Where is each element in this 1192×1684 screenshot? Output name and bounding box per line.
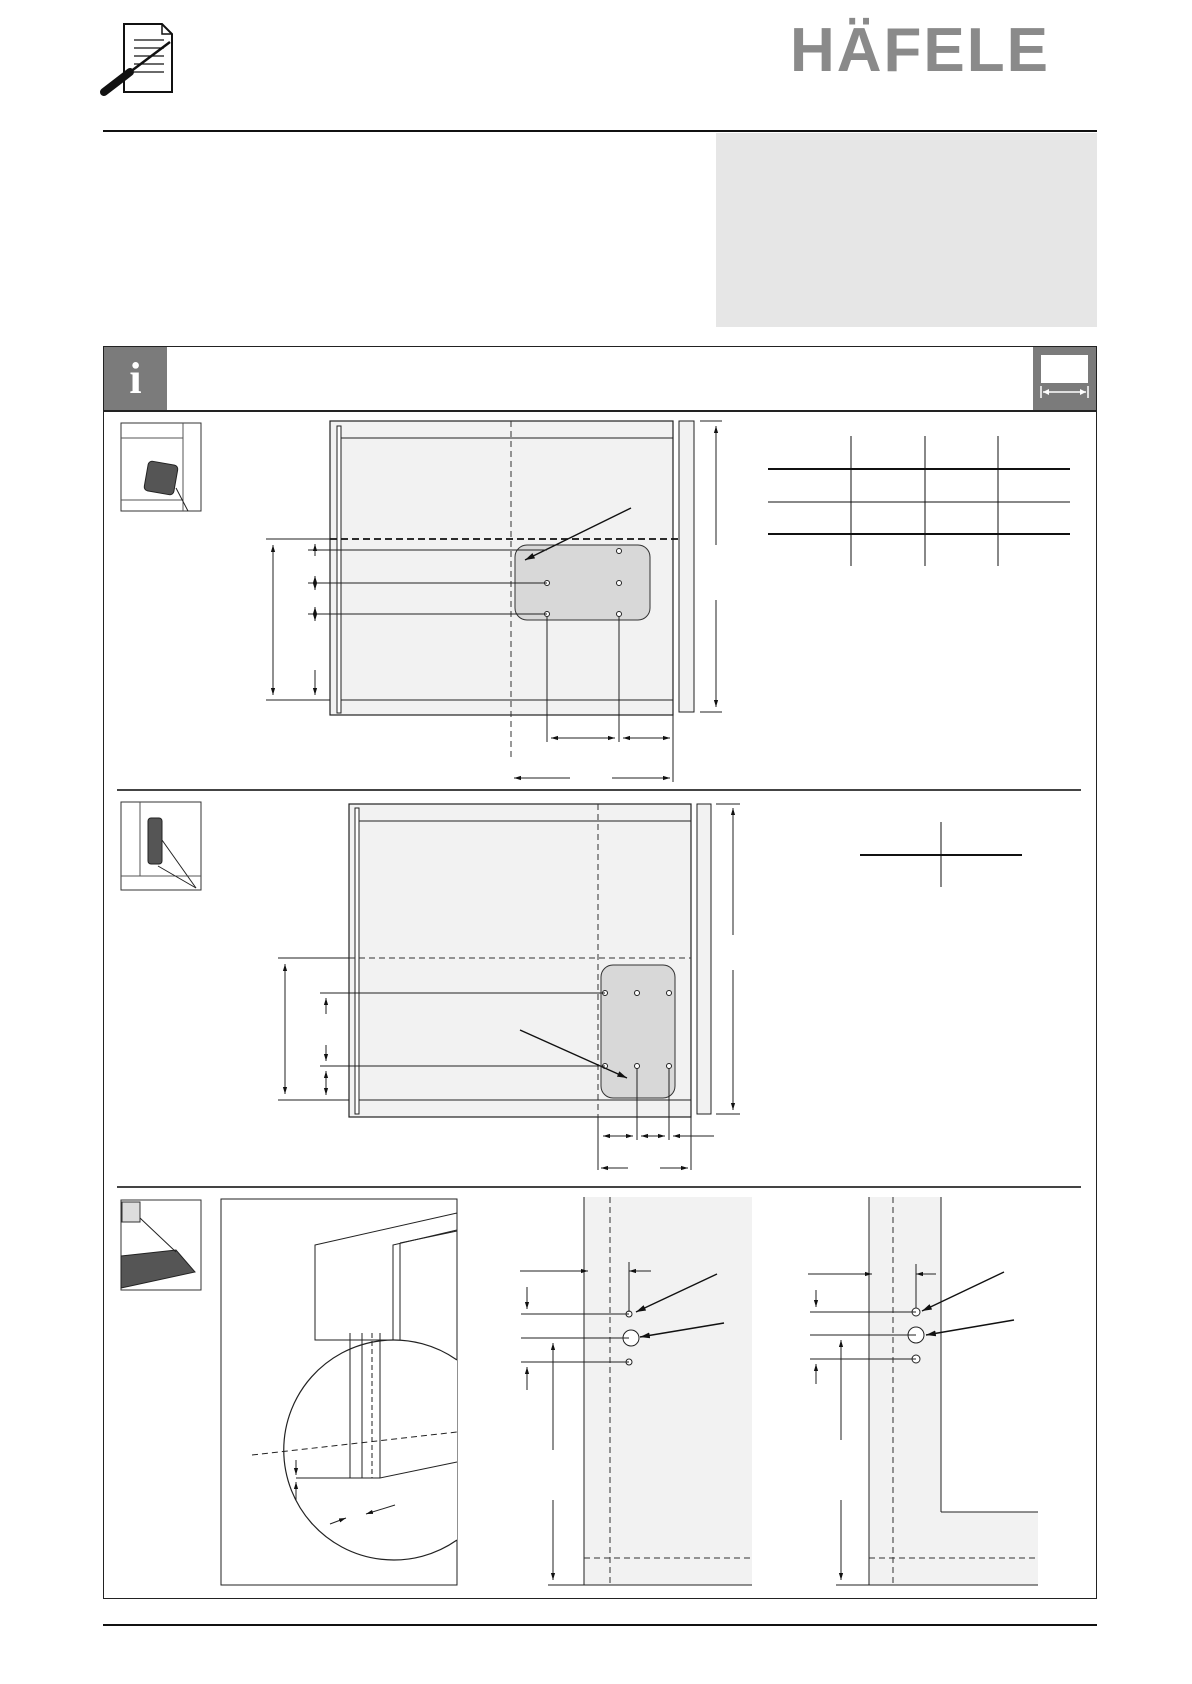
side-view-detail-right (808, 1197, 1038, 1585)
info-icon: i (104, 347, 167, 410)
footer-rule (103, 1624, 1097, 1626)
brand-logo: HÄFELE (790, 16, 1050, 85)
thumbnail-shelf (121, 1200, 201, 1290)
thumbnail-vertical (121, 802, 201, 890)
perspective-detail (221, 1199, 457, 1585)
front-view-vertical (278, 804, 740, 1170)
thumbnail-horizontal (121, 423, 201, 511)
front-view-horizontal (266, 421, 722, 782)
side-view-detail-left (520, 1197, 752, 1585)
dimension-table-vertical (860, 822, 1022, 887)
dimension-table-horizontal (768, 436, 1070, 566)
